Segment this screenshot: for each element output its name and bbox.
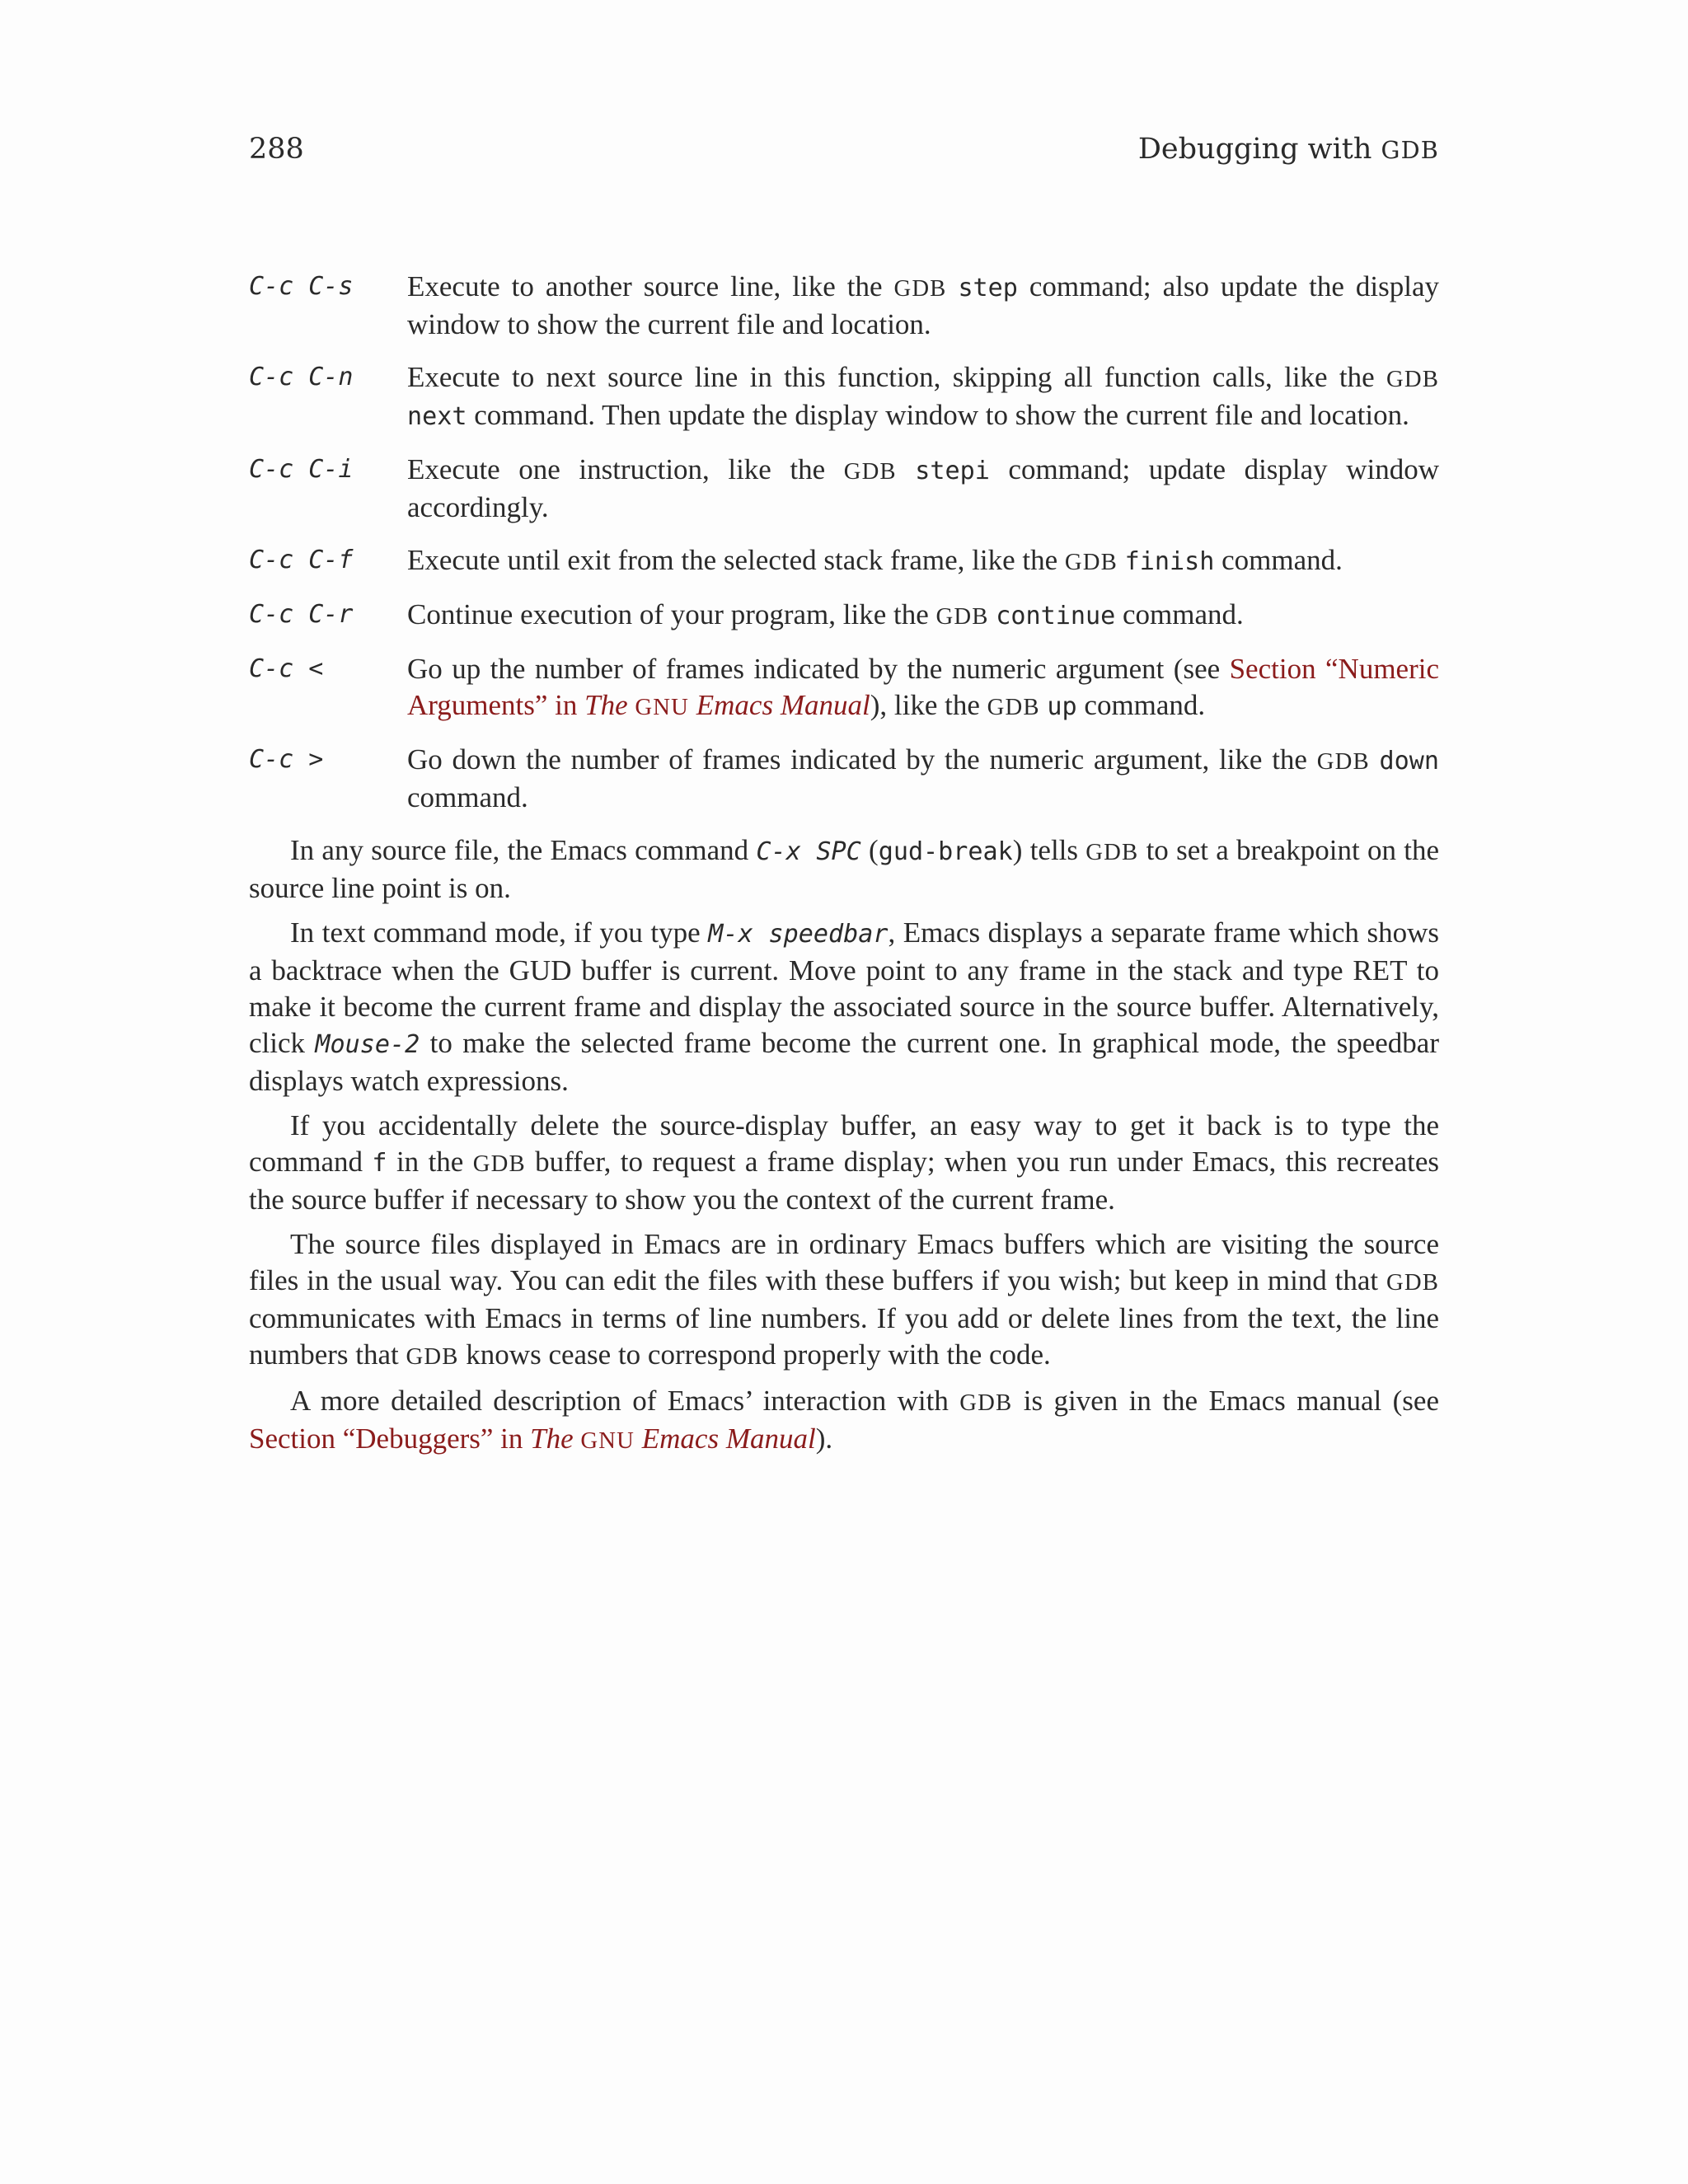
gdb-command-code: stepi [915, 457, 990, 485]
command-key: C-c C-f [249, 546, 354, 574]
numeric-arguments-link[interactable]: Section “Numeric Arguments” in The GNU Emacs Manual [407, 653, 1439, 721]
command-description: Go down the number of frames indicated by the numeric argument, like the GDB down command. [407, 743, 1439, 813]
command-entry-up [249, 651, 1439, 725]
gdb-command-code: down [1379, 747, 1439, 776]
gdb-command-code: continue [996, 602, 1116, 630]
command-description: Continue execution of your program, like the GDB continue command. [407, 598, 1244, 630]
command-key: C-c C-n [249, 363, 354, 391]
key-sequence: M-x speedbar [708, 920, 889, 949]
gdb-command-code: step [958, 274, 1018, 302]
debuggers-link[interactable]: Section “Debuggers” in The GNU Emacs Manual [249, 1422, 816, 1455]
command-table [249, 269, 1439, 816]
paragraph-speedbar: In text command mode, if you type M-x speedbar, Emacs displays a separate frame which shows a backtrace when the GUD buffer is current. Move point to any frame in the stack and type RET to make it become the current frame and display the associated source in the source buffer. Alternatively, click Mouse-2 to make the selected frame become the current one. In graphical mode, the speedbar displays watch expressions. [249, 916, 1439, 1097]
command-code: f [372, 1149, 387, 1178]
command-description: Execute until exit from the selected stack frame, like the GDB finish command. [407, 544, 1343, 576]
paragraph-source-buffer: If you accidentally delete the source-display buffer, an easy way to get it back is to type the command f in the GDB buffer, to request a frame display; when you run under Emacs, this recreates the source buffer if necessary to show you the context of the current frame. [249, 1109, 1439, 1216]
page-header [249, 129, 1439, 170]
command-description: Execute to next source line in this function, skipping all function calls, like the GDB next command. Then update the display window to show the current file and location. [407, 361, 1439, 431]
paragraph-more-info: A more detailed description of Emacs’ interaction with GDB is given in the Emacs manual (see Section “Debuggers” in The GNU Emacs Manual). [249, 1385, 1439, 1455]
command-entry-down [249, 742, 1439, 816]
running-title-gdb: GDB [1381, 136, 1439, 164]
key-sequence: Mouse-2 [315, 1030, 420, 1059]
command-description: Execute one instruction, like the GDB stepi command; update display window accordingly. [407, 453, 1439, 523]
command-code: gud-break [878, 837, 1013, 866]
page-number: 288 [249, 133, 304, 166]
gdb-command-code: next [407, 402, 467, 431]
command-entry-stepi [249, 452, 1439, 526]
page-body [249, 269, 1439, 1467]
command-key: C-c > [249, 745, 324, 774]
key-sequence: C-x SPC [756, 837, 861, 866]
running-title [1138, 129, 1439, 171]
paragraph-breakpoint: In any source file, the Emacs command C-x SPC (gud-break) tells GDB to set a breakpoint on the source line point is on. [249, 834, 1440, 904]
command-entry-step [249, 269, 1439, 343]
running-title-text: Debugging with [1137, 133, 1381, 166]
command-entry-next [249, 359, 1439, 435]
command-description: Go up the number of frames indicated by the numeric argument (see Section “Numeric Arguments” in The GNU Emacs Manual), like the GDB up command. [407, 653, 1439, 721]
command-key: C-c C-r [249, 600, 354, 629]
command-entry-continue [249, 597, 1439, 635]
command-key: C-c C-s [249, 272, 354, 301]
gdb-command-code: finish [1124, 547, 1215, 576]
paragraph-line-numbers: The source files displayed in Emacs are in ordinary Emacs buffers which are visiting the source files in the usual way. You can edit the files with these buffers if you wish; but keep in mind that GDB communicates with Emacs in terms of line numbers. If you add or delete lines from the text, the line numbers that GDB knows cease to correspond properly with the code. [249, 1228, 1439, 1371]
command-key: C-c C-i [249, 455, 354, 484]
command-description: Execute to another source line, like the GDB step command; also update the display window to show the current file and location. [407, 270, 1440, 340]
command-entry-finish [249, 542, 1439, 580]
command-key: C-c < [249, 654, 324, 683]
gdb-command-code: up [1047, 692, 1077, 721]
